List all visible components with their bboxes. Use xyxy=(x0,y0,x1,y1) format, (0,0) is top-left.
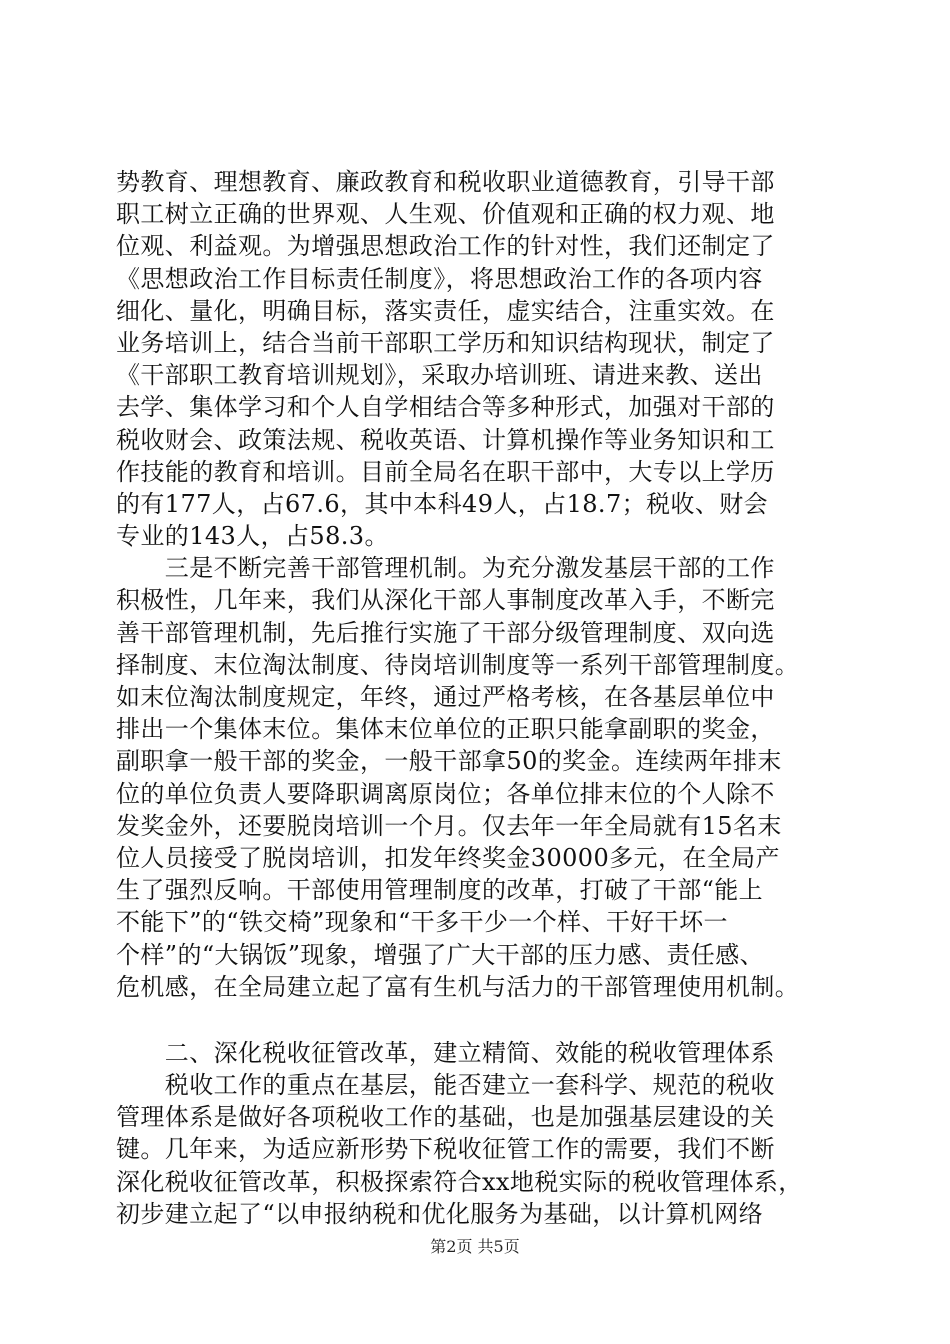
text-line: 位的单位负责人要降职调离原岗位；各单位排末位的个人除不 xyxy=(116,779,775,808)
text-line: 《思想政治工作目标责任制度》，将思想政治工作的各项内容 xyxy=(116,264,763,293)
text-line: 《干部职工教育培训规划》，采取办培训班、请进来教、送出 xyxy=(116,361,763,390)
text-line: 作技能的教育和培训。目前全局名在职干部中，大专以上学历 xyxy=(116,457,775,486)
section-gap xyxy=(116,1003,836,1037)
text-line: 税收工作的重点在基层，能否建立一套科学、规范的税收 xyxy=(116,1071,775,1100)
text-line: 排出一个集体末位。集体末位单位的正职只能拿副职的奖金， xyxy=(116,715,775,744)
page-footer: 第2页 共5页 xyxy=(430,1237,520,1256)
text-line: 的有177人，占67.6，其中本科49人，占18.7；税收、财会 xyxy=(116,489,769,518)
text-line: 税收财会、政策法规、税收英语、计算机操作等业务知识和工 xyxy=(116,425,775,454)
text-line: 键。几年来，为适应新形势下税收征管工作的需要，我们不断 xyxy=(116,1135,775,1164)
text-line: 深化税收征管改革，积极探索符合xx地税实际的税收管理体系， xyxy=(116,1167,803,1196)
text-line: 择制度、末位淘汰制度、待岗培训制度等一系列干部管理制度。 xyxy=(116,650,800,679)
text-line: 职工树立正确的世界观、人生观、价值观和正确的权力观、地 xyxy=(116,200,775,229)
text-line: 去学、集体学习和个人自学相结合等多种形式，加强对干部的 xyxy=(116,393,775,422)
text-line: 位人员接受了脱岗培训，扣发年终奖金30000多元，在全局产 xyxy=(116,843,780,872)
body-text xyxy=(116,166,836,1230)
text-line: 副职拿一般干部的奖金，一般干部拿50的奖金。连续两年排末 xyxy=(116,747,782,776)
text-line: 三是不断完善干部管理机制。为充分激发基层干部的工作 xyxy=(116,554,775,583)
text-line: 细化、量化，明确目标，落实责任，虚实结合，注重实效。在 xyxy=(116,296,775,325)
text-line: 业务培训上，结合当前干部职工学历和知识结构现状，制定了 xyxy=(116,328,775,357)
text-line: 二、深化税收征管改革，建立精简、效能的税收管理体系 xyxy=(116,1038,775,1067)
text-line: 个样”的“大锅饭”现象，增强了广大干部的压力感、责任感、 xyxy=(116,940,765,969)
text-line: 如末位淘汰制度规定，年终，通过严格考核，在各基层单位中 xyxy=(116,683,775,711)
text-line: 位观、利益观。为增强思想政治工作的针对性，我们还制定了 xyxy=(116,232,775,261)
text-line: 发奖金外，还要脱岗培训一个月。仅去年一年全局就有15名末 xyxy=(116,811,782,840)
text-line: 善干部管理机制，先后推行实施了干部分级管理制度、双向选 xyxy=(116,618,775,647)
text-line: 势教育、理想教育、廉政教育和税收职业道德教育，引导干部 xyxy=(116,168,775,196)
text-line: 积极性，几年来，我们从深化干部人事制度改革入手，不断完 xyxy=(116,586,775,615)
text-line: 管理体系是做好各项税收工作的基础，也是加强基层建设的关 xyxy=(116,1103,775,1132)
text-line: 专业的143人，占58.3。 xyxy=(116,522,389,551)
text-line: 不能下”的“铁交椅”现象和“干多干少一个样、干好干坏一 xyxy=(116,908,728,937)
text-line: 初步建立起了“以申报纳税和优化服务为基础，以计算机网络 xyxy=(116,1199,764,1228)
paragraph-block-2 xyxy=(116,1037,836,1230)
text-line: 危机感，在全局建立起了富有生机与活力的干部管理使用机制。 xyxy=(116,972,800,1001)
text-line: 生了强烈反响。干部使用管理制度的改革，打破了干部“能上 xyxy=(116,876,764,905)
paragraph-block-1 xyxy=(116,166,836,1003)
